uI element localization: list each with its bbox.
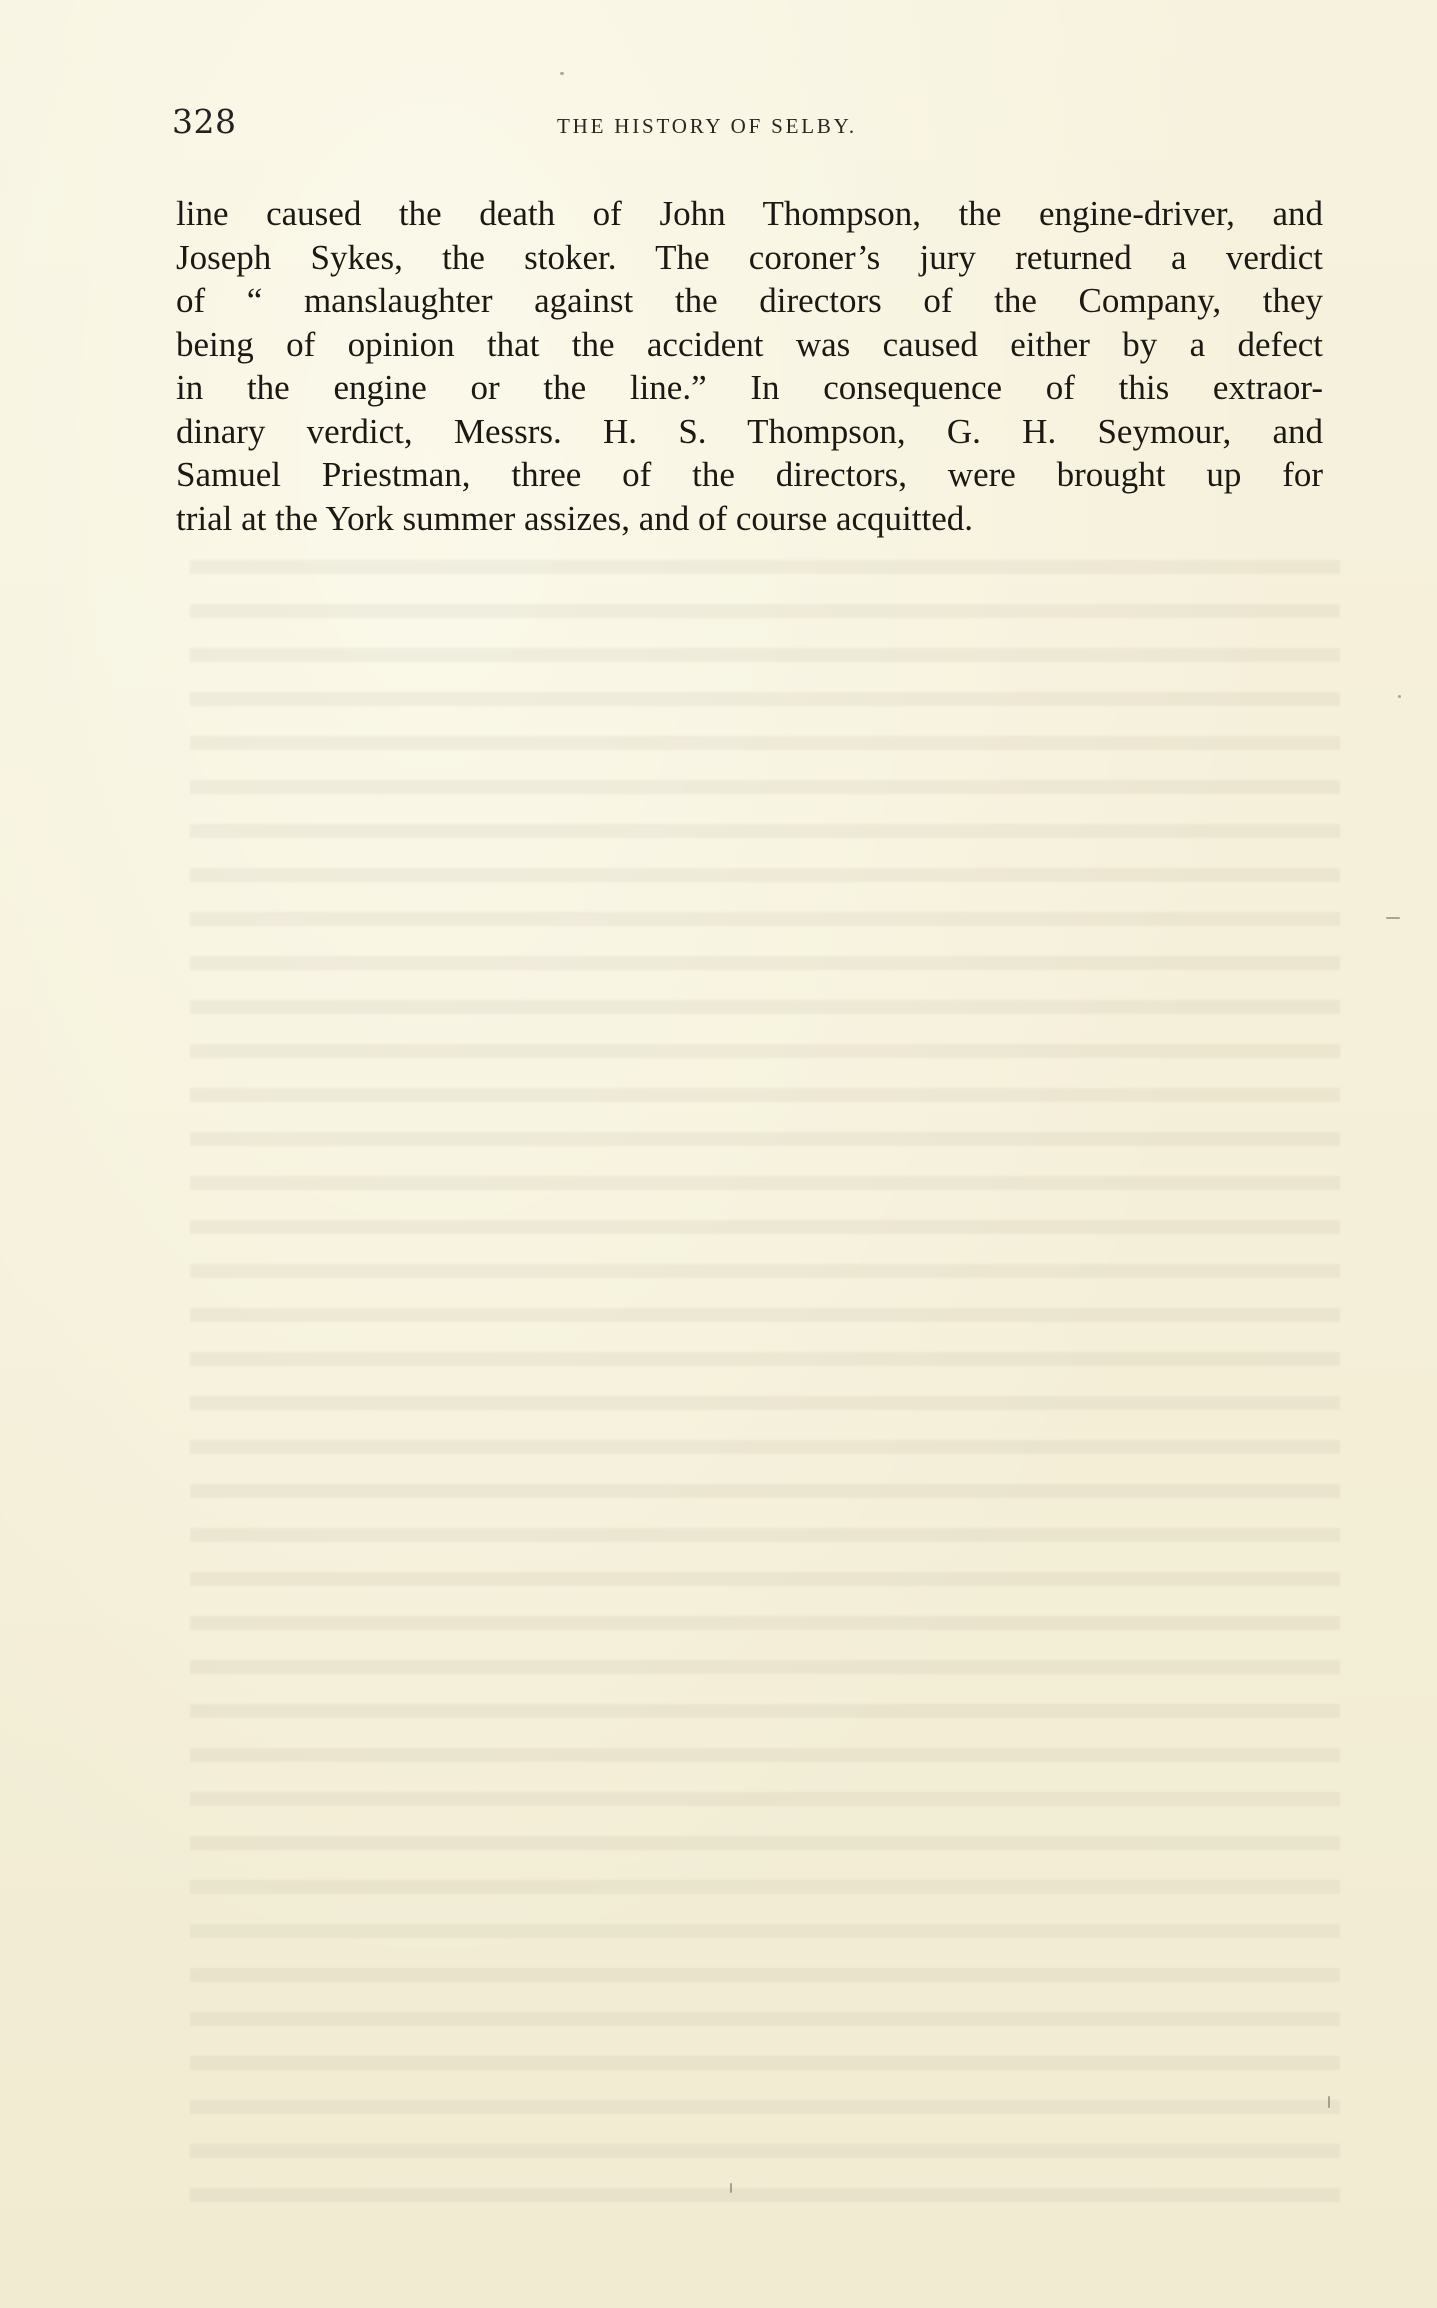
paper-speck <box>1398 695 1401 698</box>
text-line: Joseph Sykes, the stoker. The coroner’s jury returned a verdict <box>176 237 1323 277</box>
page-number: 328 <box>172 102 237 141</box>
paper-speck <box>1386 917 1400 919</box>
paper-speck <box>1328 2096 1330 2108</box>
paper-speck <box>560 72 564 75</box>
page-header <box>172 102 1322 146</box>
paper-speck <box>730 2183 732 2193</box>
text-line: being of opinion that the accident was caused either by a defect <box>176 324 1323 364</box>
bleed-through-texture <box>190 560 1340 2210</box>
text-line: of “ manslaughter against the directors of the Company, they <box>176 281 1323 320</box>
text-line: trial at the York summer assizes, and of course acquitted. <box>176 498 974 538</box>
running-head: THE HISTORY OF SELBY. <box>557 114 857 138</box>
text-line: Samuel Priestman, three of the directors, were brought up for <box>176 455 1323 494</box>
body-text <box>176 192 1323 540</box>
text-line: dinary verdict, Messrs. H. S. Thompson, G. H. Seymour, and <box>176 411 1323 451</box>
text-line: line caused the death of John Thompson, the engine-driver, and <box>176 194 1323 233</box>
text-line: in the engine or the line.” In consequence of this extraor- <box>176 368 1323 407</box>
